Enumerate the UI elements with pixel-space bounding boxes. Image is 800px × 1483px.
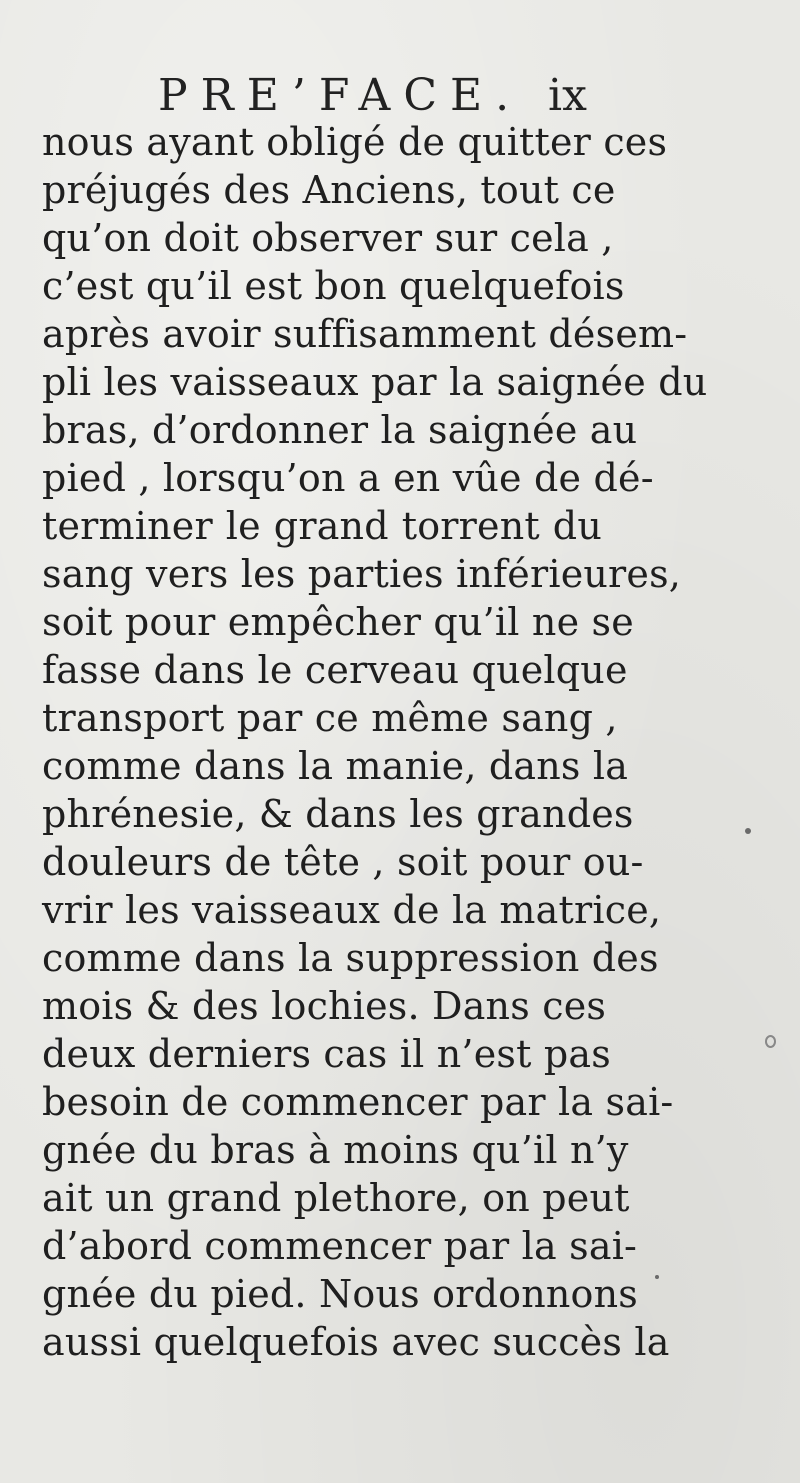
text-line: vrir les vaisseaux de la matrice, [42,888,662,932]
text-line: besoin de commencer par la sai- [42,1080,674,1124]
text-line: nous ayant obligé de quitter ces [42,120,668,164]
text-line: terminer le grand torrent du [42,504,602,548]
text-line: d’abord commencer par la sai- [42,1224,638,1268]
text-line: gnée du bras à moins qu’il n’y [42,1128,629,1172]
text-line: transport par ce même sang , [42,696,618,740]
text-line: deux derniers cas il n’est pas [42,1032,611,1076]
text-line: pied , lorsqu’on a en vûe de dé- [42,456,654,500]
text-line: sang vers les parties inférieures, [42,552,682,596]
text-line: comme dans la manie, dans la [42,744,629,788]
text-line: c’est qu’il est bon quelquefois [42,264,625,308]
text-line: aussi quelquefois avec succès la [42,1320,670,1364]
paper-speck [745,828,751,834]
running-title: PRE’FACE. [158,70,523,121]
text-line: bras, d’ordonner la saignée au [42,408,638,452]
text-line: soit pour empêcher qu’il ne se [42,600,634,644]
text-line: douleurs de tête , soit pour ou- [42,840,644,884]
text-line: phrénesie, & dans les grandes [42,792,634,836]
text-line: qu’on doit observer sur cela , [42,216,614,260]
paper-speck [765,1035,776,1048]
text-line: après avoir suffisamment désem- [42,312,688,356]
paper-speck [655,1275,659,1279]
text-line: comme dans la suppression des [42,936,659,980]
text-line: préjugés des Anciens, tout ce [42,168,616,212]
text-line: gnée du pied. Nous ordonnons [42,1272,639,1316]
body-text [42,118,708,1366]
page-number: ix [548,70,587,121]
text-line: mois & des lochies. Dans ces [42,984,607,1028]
text-line: ait un grand plethore, on peut [42,1176,630,1220]
text-line: fasse dans le cerveau quelque [42,648,628,692]
text-line: pli les vaisseaux par la saignée du [42,360,708,404]
